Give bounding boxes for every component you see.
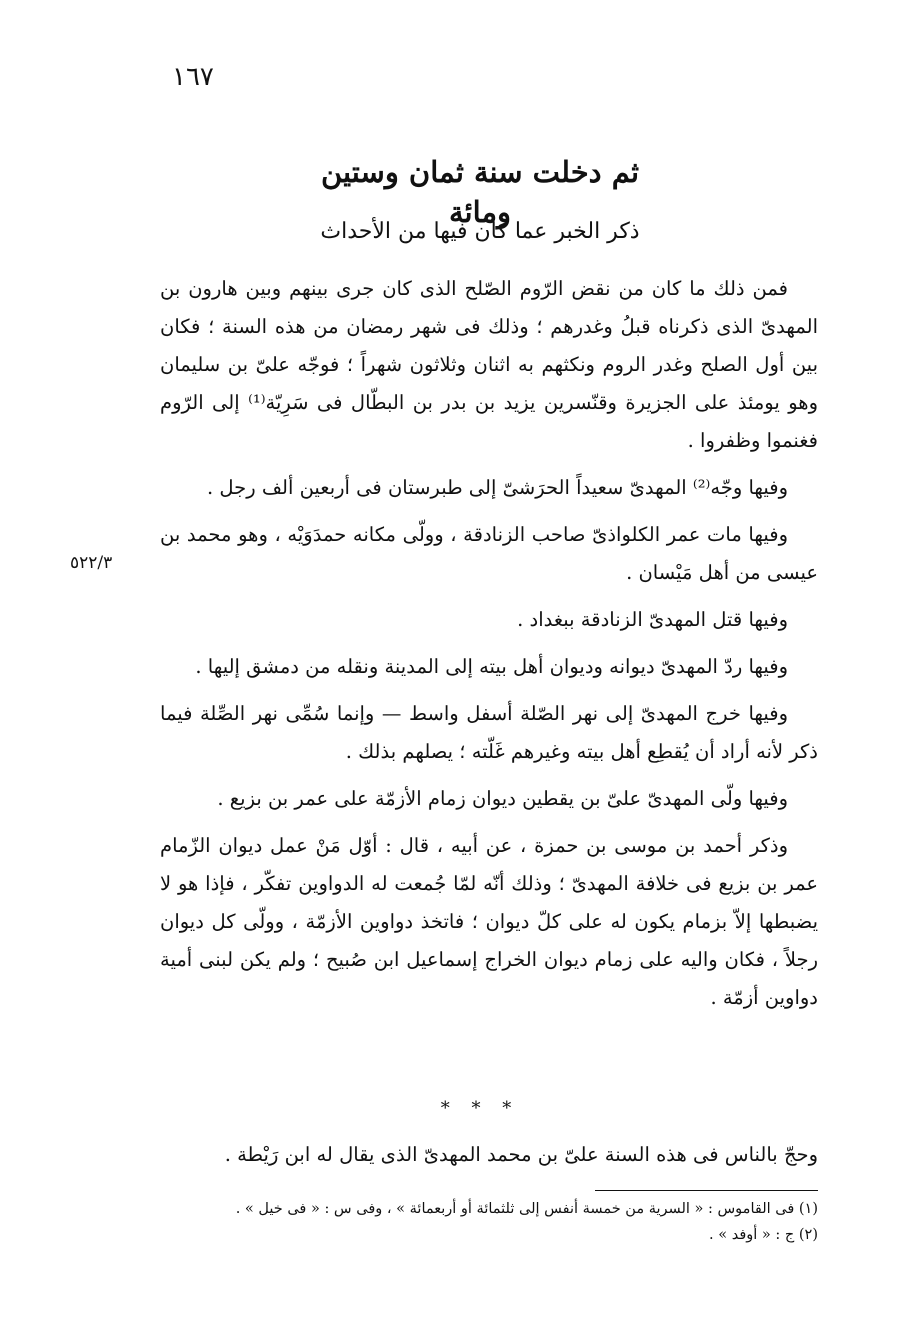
body-text (160, 270, 818, 1026)
footnote-divider (595, 1190, 818, 1191)
paragraph: وفيها قتل المهدىّ الزنادقة ببغداد . (517, 608, 788, 631)
paragraph: وفيها خرج المهدىّ إلى نهر الصّلة أسفل واسط — وإنما سُمِّى نهر الصِّلة فيما ذكر لأنه أراد أن يُقطِع أهل بيته وغيرهم غَلّته ؛ يصلهم بذلك . (160, 702, 818, 763)
closing-line: وحجّ بالناس فى هذه السنة علىّ بن محمد المهدىّ الذى يقال له ابن رَيْطة . (224, 1143, 818, 1166)
footnote: (٢) ج : « أوفد » . (709, 1227, 818, 1243)
paragraph: فمن ذلك ما كان من نقض الرّوم الصّلح الذى كان جرى بينهم وبين هارون بن المهدىّ الذى ذكرناه قبلُ وغدرهم ؛ وذلك فى شهر رمضان من هذه السنة ؛ فكان بين أول الصلح وغدر الروم ونكثهم به اثنان وثلاثون شهراً ؛ فوجّه علىّ بن سليمان وهو يومئذ على الجزيرة وقنّسرين يزيد بن بدر بن البطّال فى سَرِيّة⁽¹⁾ إلى الرّوم فغنموا وظفروا . (160, 277, 818, 452)
paragraph: وفيها ولّى المهدىّ علىّ بن يقطين ديوان زمام الأزمّة على عمر بن بزيع . (217, 787, 788, 810)
footnote: (١) فى القاموس : « السرية من خمسة أنفس إلى ثلثمائة أو أربعمائة » ، وفى س : « فى خيل » . (235, 1201, 818, 1217)
footnotes (150, 1196, 818, 1248)
chapter-subtitle: ذكر الخبر عما كان فيها من الأحداث (320, 219, 640, 244)
page-number: ١٦٧ (172, 62, 214, 92)
chapter-title: ثم دخلت سنة ثمان وستين ومائة (320, 155, 640, 229)
paragraph: وذكر أحمد بن موسى بن حمزة ، عن أبيه ، قال : أوّل مَنْ عمل ديوان الزّمام عمر بن بزيع فى خلافة المهدىّ ؛ وذلك أنّه لمّا جُمعت له الدواوين تفكّر ، فإذا هو لا يضبطها إلاّ بزمام يكون له على كلّ ديوان ؛ فاتخذ دواوين الأزمّة ، وولّى كل ديوان رجلاً ، فكان واليه على زمام ديوان الخراج إسماعيل ابن صُبيح ؛ ولم يكن لبنى أمية دواوين أزمّة . (160, 834, 818, 1009)
paragraph: وفيها مات عمر الكلواذىّ صاحب الزنادقة ، وولّى مكانه حمدَوَيْه ، وهو محمد بن عيسى من أهل مَيْسان . (160, 523, 818, 584)
section-separator: * * * (440, 1098, 520, 1119)
paragraph: وفيها ردّ المهدىّ ديوانه وديوان أهل بيته إلى المدينة ونقله من دمشق إليها . (195, 655, 788, 678)
margin-reference: ٥٢٢/٣ (70, 553, 113, 573)
paragraph: وفيها وجّه⁽²⁾ المهدىّ سعيداً الحرَشىّ إلى طبرستان فى أربعين ألف رجل . (207, 476, 788, 499)
